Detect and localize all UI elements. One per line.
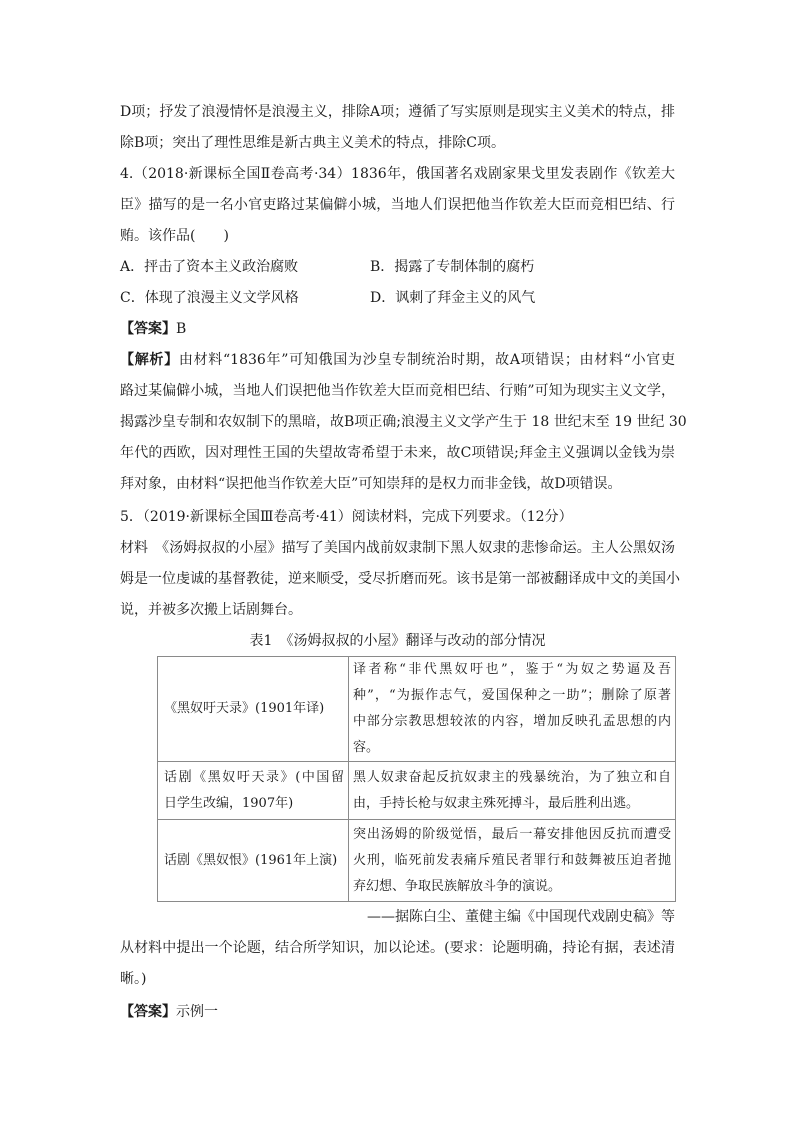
source-attribution: ——据陈白尘、董健主编《中国现代戏剧史稿》等 — [367, 909, 675, 925]
table-cell-content — [349, 657, 676, 762]
cell-line: 日学生改编，1907年) — [164, 795, 294, 811]
cell-line: 容。 — [353, 740, 380, 755]
question-5-stem: 5．（2019·新课标全国Ⅲ卷高考·41）阅读材料，完成下列要求。（12分） — [120, 509, 573, 525]
text-line: 揭露沙皇专制和农奴制下的黑暗，故B项正确;浪漫主义文学产生于 18 世纪末至 19 世纪 30 — [120, 414, 687, 430]
table-row — [158, 762, 676, 820]
cell-line: 种”，“为振作志气，爱国保种之一助”；删除了原著 — [353, 688, 671, 703]
text-line: 路过某偏僻小城，当地人们误把他当作钦差大臣而竞相巴结、行贿”可知为现实主义文学， — [120, 383, 675, 399]
option-c: C．体现了浪漫主义文学风格 — [120, 290, 299, 306]
text-line: 姆是一位虔诚的基督教徒，逆来顺受，受尽折磨而死。该书是第一部被翻译成中文的美国小 — [120, 571, 680, 587]
text-line: D项；抒发了浪漫情怀是浪漫主义，排除A项；遵循了写实原则是现实主义美术的特点，排 — [120, 104, 675, 120]
text-line: 年代的西欧，因对理性王国的失望故寄希望于未来，故C项错误;拜金主义强调以金钱为崇 — [120, 445, 675, 461]
answer-value: B — [176, 321, 187, 337]
material-table — [157, 656, 676, 902]
cell-line: 译者称“非代黑奴吁也”，鉴于“为奴之势逼及吾 — [353, 662, 671, 677]
analysis-label: 【解析】 — [120, 352, 179, 368]
answer-value: 示例一 — [176, 1004, 218, 1020]
cell-line: 突出汤姆的阶级觉悟，最后一幕安排他因反抗而遭受 — [353, 826, 671, 842]
table-row — [158, 820, 676, 902]
cell-line: 《黑奴吁天录》(1901年译) — [164, 701, 325, 716]
text-line: 材料 《汤姆叔叔的小屋》描写了美国内战前奴隶制下黑人奴隶的悲惨命运。主人公黑奴汤 — [120, 540, 675, 556]
table-row — [158, 657, 676, 762]
material-paragraph — [120, 533, 680, 626]
text-line: 说，并被多次搬上话剧舞台。 — [120, 602, 302, 618]
option-a: A．抨击了资本主义政治腐败 — [120, 259, 299, 275]
table-cell-title — [158, 657, 349, 762]
answer-label: 【答案】 — [120, 1004, 176, 1020]
cell-line: 话剧《黑奴恨》(1961年上演) — [164, 852, 338, 868]
document-page — [120, 97, 687, 1028]
options-row — [120, 283, 675, 314]
cell-line: 话剧《黑奴吁天录》(中国留 — [164, 769, 344, 785]
answer-label: 【答案】 — [120, 321, 176, 337]
analysis-text: 由材料“1836年”可知俄国为沙皇专制统治时期，故A项错误；由材料“小官吏 — [178, 352, 676, 368]
table-cell-content — [349, 762, 676, 820]
table-caption: 表1 《汤姆叔叔的小屋》翻译与改动的部分情况 — [249, 633, 546, 649]
table-cell-title — [158, 820, 349, 902]
requirement — [120, 933, 675, 995]
cell-line: 中部分宗教思想较浓的内容，增加反映孔孟思想的内 — [353, 714, 671, 729]
q3-explanation-tail — [120, 97, 675, 159]
text-line: 臣》描写的是一名小官吏路过某偏僻小城，当地人们误把他当作钦差大臣而竞相巴结、行 — [120, 197, 675, 213]
cell-line: 弃幻想、争取民族解放斗争的演说。 — [353, 878, 562, 894]
cell-line: 由，手持长枪与奴隶主殊死搏斗，最后胜利出逃。 — [353, 795, 640, 811]
option-b: B．揭露了专制体制的腐朽 — [370, 259, 535, 275]
question-5 — [120, 502, 680, 1028]
text-line: 拜对象，由材料“误把他当作钦差大臣”可知崇拜的是权力而非金钱，故D项错误。 — [120, 476, 622, 492]
options-row — [120, 252, 675, 283]
table-cell-title — [158, 762, 349, 820]
cell-line: 黑人奴隶奋起反抗奴隶主的残暴统治，为了独立和自 — [353, 769, 671, 785]
text-line: 晰。) — [120, 971, 147, 987]
option-d: D．讽刺了拜金主义的风气 — [370, 290, 536, 306]
answer-line — [120, 314, 675, 345]
answer-line — [120, 997, 675, 1028]
analysis — [120, 345, 687, 500]
cell-line: 火刑，临死前发表痛斥殖民者罪行和鼓舞被压迫者抛 — [353, 852, 671, 868]
text-line: 4.（2018·新课标全国Ⅱ卷高考·34）1836年，俄国著名戏剧家果戈里发表剧作《钦差大 — [120, 166, 675, 182]
text-line: 除B项；突出了理性思维是新古典主义美术的特点，排除C项。 — [120, 135, 505, 151]
text-line: 从材料中提出一个论题，结合所学知识，加以论述。(要求：论题明确，持论有据，表述清 — [120, 940, 675, 956]
question-4-stem — [120, 159, 675, 252]
text-line: 贿。该作品( ) — [120, 228, 229, 244]
question-4 — [120, 159, 687, 500]
table-cell-content — [349, 820, 676, 902]
text-line — [120, 345, 675, 376]
